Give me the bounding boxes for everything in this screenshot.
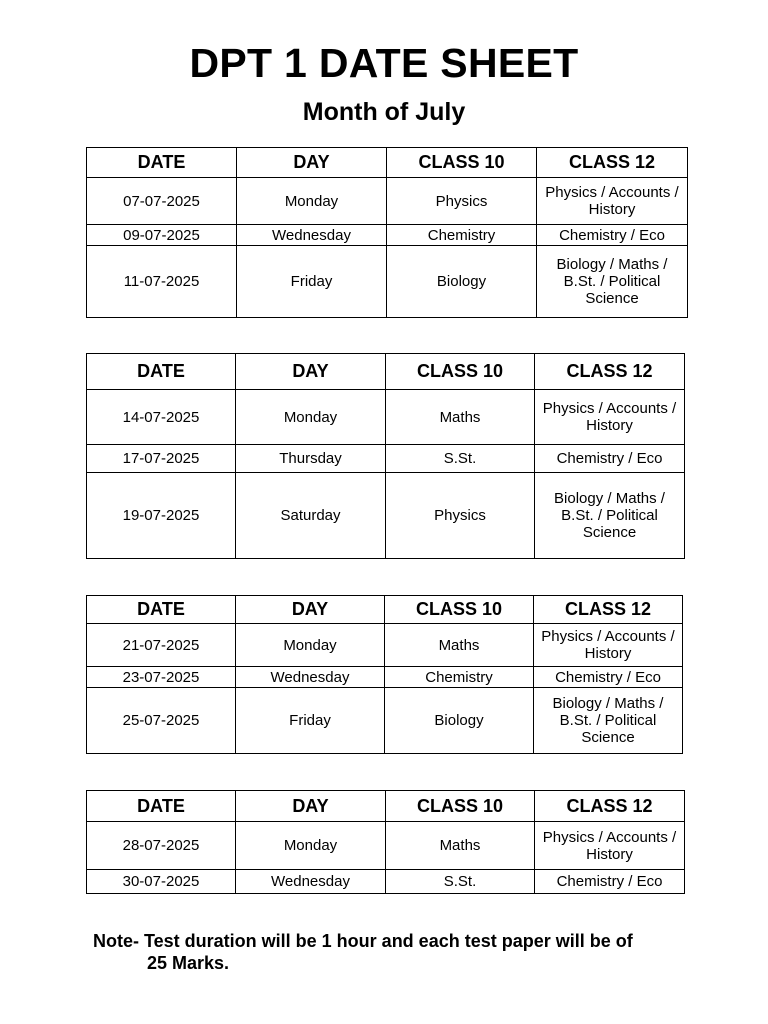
table-row bbox=[87, 390, 685, 445]
cell-class-12: Chemistry / Eco bbox=[535, 445, 685, 473]
page-subtitle: Month of July bbox=[302, 98, 466, 126]
header-class-10: CLASS 10 bbox=[387, 148, 537, 178]
header-class-10: CLASS 10 bbox=[386, 791, 535, 822]
cell-day: Thursday bbox=[236, 445, 386, 473]
cell-date: 28-07-2025 bbox=[87, 822, 236, 870]
header-day: DAY bbox=[236, 354, 386, 390]
cell-date: 19-07-2025 bbox=[87, 473, 236, 559]
cell-class-12: Biology / Maths / B.St. / Political Science bbox=[537, 246, 688, 318]
cell-day: Monday bbox=[236, 624, 385, 667]
cell-day: Wednesday bbox=[236, 870, 386, 894]
cell-date: 23-07-2025 bbox=[87, 667, 236, 688]
cell-day: Friday bbox=[237, 246, 387, 318]
table-row bbox=[87, 667, 683, 688]
table-row bbox=[87, 225, 688, 246]
cell-day: Monday bbox=[236, 822, 386, 870]
table-header-row bbox=[87, 148, 688, 178]
header-class-10: CLASS 10 bbox=[385, 596, 534, 624]
header-date: DATE bbox=[87, 791, 236, 822]
cell-date: 25-07-2025 bbox=[87, 688, 236, 754]
table-row bbox=[87, 473, 685, 559]
cell-day: Monday bbox=[237, 178, 387, 225]
cell-class-12: Physics / Accounts / History bbox=[535, 390, 685, 445]
cell-class-10: Chemistry bbox=[385, 667, 534, 688]
header-date: DATE bbox=[87, 596, 236, 624]
header-date: DATE bbox=[87, 354, 236, 390]
header-date: DATE bbox=[87, 148, 237, 178]
cell-class-12: Chemistry / Eco bbox=[537, 225, 688, 246]
table-row bbox=[87, 688, 683, 754]
cell-class-10: Maths bbox=[386, 390, 535, 445]
cell-class-12: Physics / Accounts / History bbox=[537, 178, 688, 225]
table-row bbox=[87, 624, 683, 667]
note-line-2: 25 Marks. bbox=[147, 953, 230, 973]
cell-class-10: S.St. bbox=[386, 870, 535, 894]
cell-class-10: Maths bbox=[385, 624, 534, 667]
cell-day: Saturday bbox=[236, 473, 386, 559]
cell-class-10: Biology bbox=[387, 246, 537, 318]
date-table-4 bbox=[86, 790, 685, 894]
cell-date: 09-07-2025 bbox=[87, 225, 237, 246]
cell-class-12: Biology / Maths / B.St. / Political Science bbox=[535, 473, 685, 559]
date-table-2 bbox=[86, 353, 685, 559]
date-table-1 bbox=[86, 147, 688, 318]
header-class-12: CLASS 12 bbox=[537, 148, 688, 178]
table-header-row bbox=[87, 791, 685, 822]
cell-class-10: Chemistry bbox=[387, 225, 537, 246]
header-class-12: CLASS 12 bbox=[535, 354, 685, 390]
cell-date: 30-07-2025 bbox=[87, 870, 236, 894]
cell-class-12: Physics / Accounts / History bbox=[534, 624, 683, 667]
note bbox=[93, 930, 713, 974]
table-row bbox=[87, 178, 688, 225]
header-day: DAY bbox=[236, 791, 386, 822]
header-day: DAY bbox=[236, 596, 385, 624]
cell-date: 07-07-2025 bbox=[87, 178, 237, 225]
table-row bbox=[87, 870, 685, 894]
page-title: DPT 1 DATE SHEET bbox=[189, 40, 579, 86]
table-header-row bbox=[87, 354, 685, 390]
header-class-12: CLASS 12 bbox=[534, 596, 683, 624]
cell-class-12: Biology / Maths / B.St. / Political Science bbox=[534, 688, 683, 754]
header-class-10: CLASS 10 bbox=[386, 354, 535, 390]
table-row bbox=[87, 246, 688, 318]
cell-day: Wednesday bbox=[236, 667, 385, 688]
cell-class-12: Physics / Accounts / History bbox=[535, 822, 685, 870]
cell-date: 21-07-2025 bbox=[87, 624, 236, 667]
cell-date: 17-07-2025 bbox=[87, 445, 236, 473]
cell-class-12: Chemistry / Eco bbox=[534, 667, 683, 688]
cell-class-10: Maths bbox=[386, 822, 535, 870]
header-class-12: CLASS 12 bbox=[535, 791, 685, 822]
table-row bbox=[87, 822, 685, 870]
table-row bbox=[87, 445, 685, 473]
cell-class-10: S.St. bbox=[386, 445, 535, 473]
cell-day: Monday bbox=[236, 390, 386, 445]
cell-class-10: Physics bbox=[387, 178, 537, 225]
cell-class-10: Biology bbox=[385, 688, 534, 754]
cell-class-12: Chemistry / Eco bbox=[535, 870, 685, 894]
cell-date: 11-07-2025 bbox=[87, 246, 237, 318]
cell-date: 14-07-2025 bbox=[87, 390, 236, 445]
header-day: DAY bbox=[237, 148, 387, 178]
table-header-row bbox=[87, 596, 683, 624]
cell-day: Wednesday bbox=[237, 225, 387, 246]
date-table-3 bbox=[86, 595, 683, 754]
cell-day: Friday bbox=[236, 688, 385, 754]
note-line-1: Note- Test duration will be 1 hour and each test paper will be of bbox=[93, 931, 633, 951]
cell-class-10: Physics bbox=[386, 473, 535, 559]
